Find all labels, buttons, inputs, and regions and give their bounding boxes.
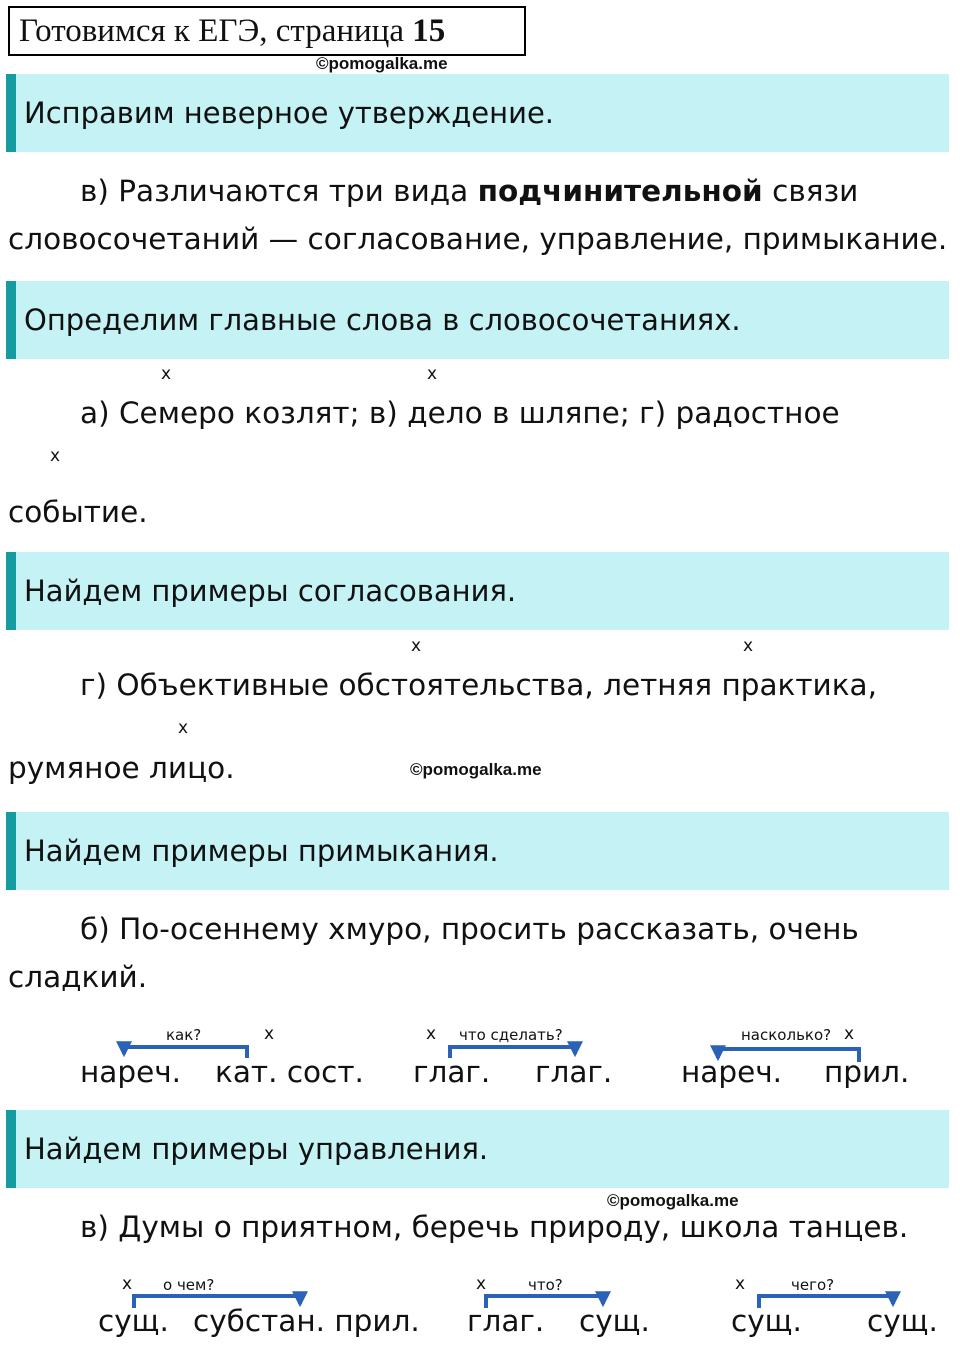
section-heading-3: Найдем примеры согласования. (6, 552, 949, 630)
scheme-word: сущ. (731, 1304, 802, 1338)
dependency-arrow (134, 1296, 300, 1308)
scheme-word: нареч. (681, 1055, 783, 1089)
section-4-line-2: сладкий. (8, 960, 148, 994)
dependency-arrow (718, 1049, 859, 1062)
main-word-mark: x (50, 446, 61, 466)
dependency-arrow (124, 1047, 247, 1058)
section-2-line-1: а) Семеро козлят; в) дело в шляпе; г) радостное (80, 396, 840, 430)
scheme-word: субстан. прил. (193, 1304, 420, 1338)
text-segment: в) Различаются три вида (80, 174, 478, 208)
section-3-line-2: румяное лицо. (8, 751, 235, 785)
main-word-mark: x (161, 364, 172, 384)
scheme-word: кат. сост. (215, 1055, 364, 1089)
main-word-mark: x (178, 718, 189, 738)
dependency-arrow (450, 1047, 575, 1058)
section-2-line-2: событие. (8, 495, 148, 529)
main-word-mark: x (476, 1274, 487, 1294)
main-word-mark: x (844, 1024, 855, 1044)
scheme-question: что? (528, 1276, 563, 1294)
section-3-line-1: г) Объективные обстоятельства, летняя практика, (80, 668, 877, 702)
main-word-mark: x (735, 1274, 746, 1294)
main-word-mark: x (426, 1024, 437, 1044)
dependency-arrow (759, 1296, 893, 1308)
watermark: ©pomogalka.me (316, 54, 448, 73)
section-heading-2: Определим главные слова в словосочетаниях. (6, 281, 949, 359)
watermark: ©pomogalka.me (607, 1191, 739, 1210)
scheme-word: сущ. (867, 1304, 938, 1338)
scheme-word: сущ. (579, 1304, 650, 1338)
page-title-text: Готовимся к ЕГЭ, страница (19, 13, 404, 49)
main-word-mark: x (411, 636, 422, 656)
page-number: 15 (412, 13, 446, 49)
scheme-question: чего? (791, 1276, 835, 1294)
main-word-mark: x (264, 1024, 275, 1044)
section-heading-1: Исправим неверное утверждение. (6, 74, 949, 152)
section-5-line-1: в) Думы о приятном, беречь природу, школа танцев. (80, 1210, 909, 1244)
scheme-word: сущ. (98, 1304, 169, 1338)
scheme-question: насколько? (741, 1026, 832, 1044)
scheme-question: о чем? (163, 1276, 215, 1294)
main-word-mark: x (743, 636, 754, 656)
scheme-question: что сделать? (459, 1026, 563, 1044)
scheme-question: как? (166, 1026, 202, 1044)
section-heading-4: Найдем примеры примыкания. (6, 812, 949, 890)
bold-term: подчинительной (477, 174, 763, 208)
scheme-word: глаг. (467, 1304, 545, 1338)
section-1-line-2: словосочетаний — согласование, управление, примыкание. (8, 222, 948, 256)
scheme-word: прил. (824, 1055, 910, 1089)
watermark: ©pomogalka.me (410, 760, 542, 779)
scheme-word: глаг. (535, 1055, 613, 1089)
scheme-word: нареч. (80, 1055, 182, 1089)
scheme-word: глаг. (413, 1055, 491, 1089)
section-4-line-1: б) По-осеннему хмуро, просить рассказать, очень (80, 912, 859, 946)
section-heading-5: Найдем примеры управления. (6, 1110, 949, 1188)
main-word-mark: x (122, 1274, 133, 1294)
text-segment: связи (762, 174, 859, 208)
dependency-arrow (486, 1296, 603, 1308)
main-word-mark: x (427, 364, 438, 384)
